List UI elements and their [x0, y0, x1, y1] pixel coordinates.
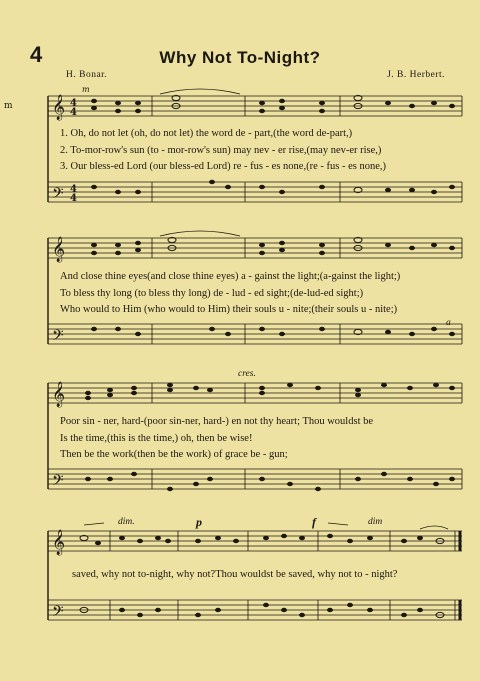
- svg-text:4: 4: [70, 184, 77, 195]
- lyric-line: Who would to Him (who would to Him) their souls u - nite;(their souls u - nite;): [60, 304, 398, 315]
- author-credit: H. Bonar.: [66, 70, 108, 80]
- svg-text:4: 4: [70, 107, 77, 118]
- dynamic-mark: dim.: [118, 517, 135, 527]
- lyric-line: 1. Oh, do not let (oh, do not let) the word de - part,(the word de-part,): [60, 128, 353, 139]
- lyrics-system-1: [60, 126, 470, 176]
- svg-text:𝄢: 𝄢: [52, 603, 64, 624]
- lyric-line: 2. To-mor-row's sun (to - mor-row's sun) may nev - er rise,(may nev-er rise,): [60, 144, 382, 156]
- svg-text:𝄢: 𝄢: [52, 327, 64, 348]
- lyric-line: 3. Our bless-ed Lord (our bless-ed Lord) re - fus - es none,(re - fus - es none,): [60, 161, 386, 172]
- lyric-line: Then be the work(then be the work) of grace be - gun;: [60, 449, 288, 460]
- svg-text:𝄞: 𝄞: [52, 530, 66, 555]
- lyric-line: And close thine eyes(and close thine eyes) a - gainst the light;(a-gainst the light;): [60, 271, 401, 282]
- svg-text:𝄢: 𝄢: [52, 472, 64, 493]
- svg-text:m: m: [82, 85, 90, 94]
- lyrics-system-4: [72, 567, 480, 584]
- page-number: 4: [30, 42, 43, 67]
- dynamic-mark: p: [196, 515, 202, 529]
- dynamic-mark: cres.: [238, 369, 256, 379]
- dynamic-mark: f: [312, 515, 316, 529]
- lyric-line: To bless thy long (to bless thy long) de - lud - ed sight;(de-lud-ed sight;): [60, 287, 364, 299]
- lyric-line: Is the time,(this is the time,) oh, then be wise!: [60, 432, 253, 444]
- svg-text:𝄞: 𝄞: [52, 237, 66, 262]
- lyrics-system-2: [60, 269, 470, 319]
- svg-text:m: m: [4, 101, 13, 111]
- composer-credit: J. B. Herbert.: [387, 70, 445, 80]
- rehearsal-mark: a: [446, 318, 451, 328]
- svg-text:𝄢: 𝄢: [52, 185, 64, 206]
- lyric-line: Poor sin - ner, hard-(poor sin-ner, hard-) en not thy heart; Thou wouldst be: [60, 416, 374, 427]
- svg-text:4: 4: [70, 98, 77, 109]
- svg-text:𝄞: 𝄞: [52, 95, 66, 120]
- dynamic-mark: dim: [368, 517, 383, 527]
- hymn-title: Why Not To-Night?: [159, 48, 321, 67]
- lyrics-system-3: [60, 414, 470, 464]
- music-system-4: [0, 515, 480, 665]
- svg-text:4: 4: [70, 193, 77, 204]
- lyric-line: saved, why not to-night, why not?Thou wouldst be saved, why not to - night?: [72, 569, 398, 580]
- svg-text:𝄞: 𝄞: [52, 382, 66, 407]
